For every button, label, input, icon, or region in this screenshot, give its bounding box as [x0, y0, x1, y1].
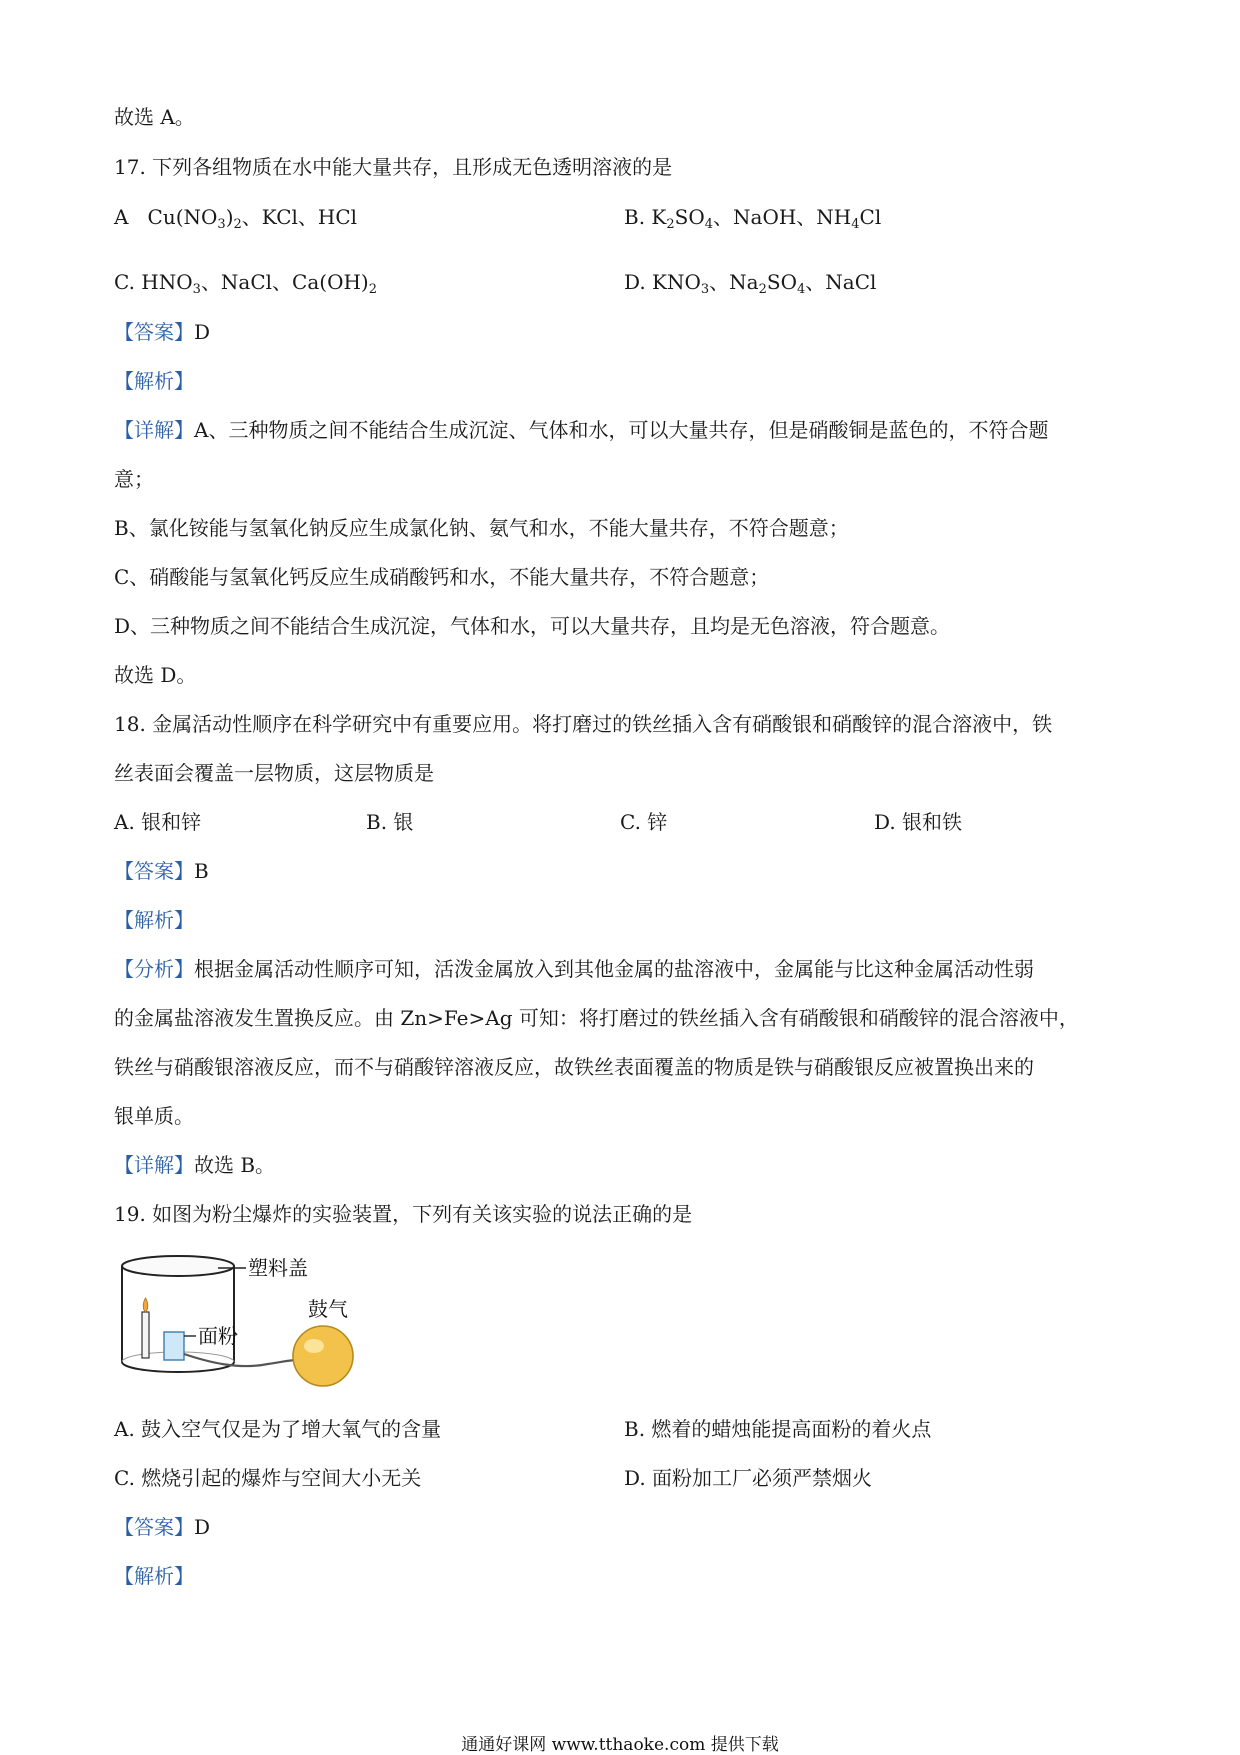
q17-conclusion: 故选 D。	[114, 663, 197, 687]
q17-option-c: C. $HNO_3$、NaCl、$Ca(OH)_2$	[114, 270, 378, 297]
q17-option-b: B. $K_2SO_4$、NaOH、$NH_4Cl$	[624, 205, 882, 232]
q17-detail-c: C、硝酸能与氢氧化钙反应生成硝酸钙和水，不能大量共存，不符合题意；	[114, 565, 770, 589]
apparatus-diagram	[118, 1252, 378, 1387]
q18-stem-line1: 18. 金属活动性顺序在科学研究中有重要应用。将打磨过的铁丝插入含有硝酸银和硝酸锌的混合溶液中，铁	[114, 712, 1053, 736]
label-bellows: 鼓气	[308, 1297, 348, 1321]
q18-analysis-line4: 银单质。	[114, 1104, 194, 1128]
q18-stem-line2: 丝表面会覆盖一层物质，这层物质是	[114, 761, 434, 785]
q17-answer: 【答案】D	[114, 320, 211, 344]
q19-option-c: C. 燃烧引起的爆炸与空间大小无关	[114, 1466, 422, 1490]
q17-detail-a-cont: 意；	[114, 467, 154, 491]
q18-option-a: A. 银和锌	[114, 810, 202, 834]
answer-tag: 【答案】	[114, 320, 194, 344]
q18-option-b: B. 银	[366, 810, 414, 834]
q18-analysis-tag: 【解析】	[114, 908, 194, 932]
q17-option-d: D. $KNO_3$、$Na_2SO_4$、NaCl	[624, 270, 877, 297]
q18-option-c: C. 锌	[620, 810, 668, 834]
label-flour: 面粉	[198, 1324, 238, 1348]
q18-analysis-line3: 铁丝与硝酸银溶液反应，而不与硝酸锌溶液反应，故铁丝表面覆盖的物质是铁与硝酸银反应被置换出来的	[114, 1055, 1034, 1079]
q19-option-b: B. 燃着的蜡烛能提高面粉的着火点	[624, 1417, 932, 1441]
q17-option-a: A $Cu(NO_3)_2$、KCl、HCl	[114, 205, 358, 232]
q19-option-a: A. 鼓入空气仅是为了增大氧气的含量	[114, 1417, 442, 1441]
q18-option-d: D. 银和铁	[874, 810, 963, 834]
q18-analysis-line1: 【分析】根据金属活动性顺序可知，活泼金属放入到其他金属的盐溶液中，金属能与比这种金属活动性弱	[114, 957, 1034, 981]
q17-stem: 17. 下列各组物质在水中能大量共存，且形成无色透明溶液的是	[114, 155, 673, 179]
q18-answer: 【答案】B	[114, 859, 209, 883]
dust-explosion-apparatus-figure	[118, 1252, 378, 1387]
q17-detail-b: B、氯化铵能与氢氧化钠反应生成氯化钠、氨气和水，不能大量共存，不符合题意；	[114, 516, 849, 540]
q17-detail-d: D、三种物质之间不能结合生成沉淀，气体和水，可以大量共存，且均是无色溶液，符合题意。	[114, 614, 951, 638]
q19-option-d: D. 面粉加工厂必须严禁烟火	[624, 1466, 873, 1490]
q17-analysis-tag: 【解析】	[114, 369, 194, 393]
q19-analysis-tag: 【解析】	[114, 1564, 194, 1588]
conclusion-q16: 故选 A。	[114, 105, 195, 129]
q18-analysis-line2: 的金属盐溶液发生置换反应。由 Zn>Fe>Ag 可知：将打磨过的铁丝插入含有硝酸银和硝酸锌的混合溶液中，	[114, 1006, 1079, 1030]
footer-watermark: 通通好课网 www.tthaoke.com 提供下载	[461, 1735, 779, 1755]
label-plastic-lid: 塑料盖	[248, 1256, 308, 1280]
q19-stem: 19. 如图为粉尘爆炸的实验装置，下列有关该实验的说法正确的是	[114, 1202, 693, 1226]
q18-detail: 【详解】故选 B。	[114, 1153, 276, 1177]
q19-answer: 【答案】D	[114, 1515, 211, 1539]
q17-detail-a: 【详解】A、三种物质之间不能结合生成沉淀、气体和水，可以大量共存，但是硝酸铜是蓝色的，不符合题	[114, 418, 1049, 442]
